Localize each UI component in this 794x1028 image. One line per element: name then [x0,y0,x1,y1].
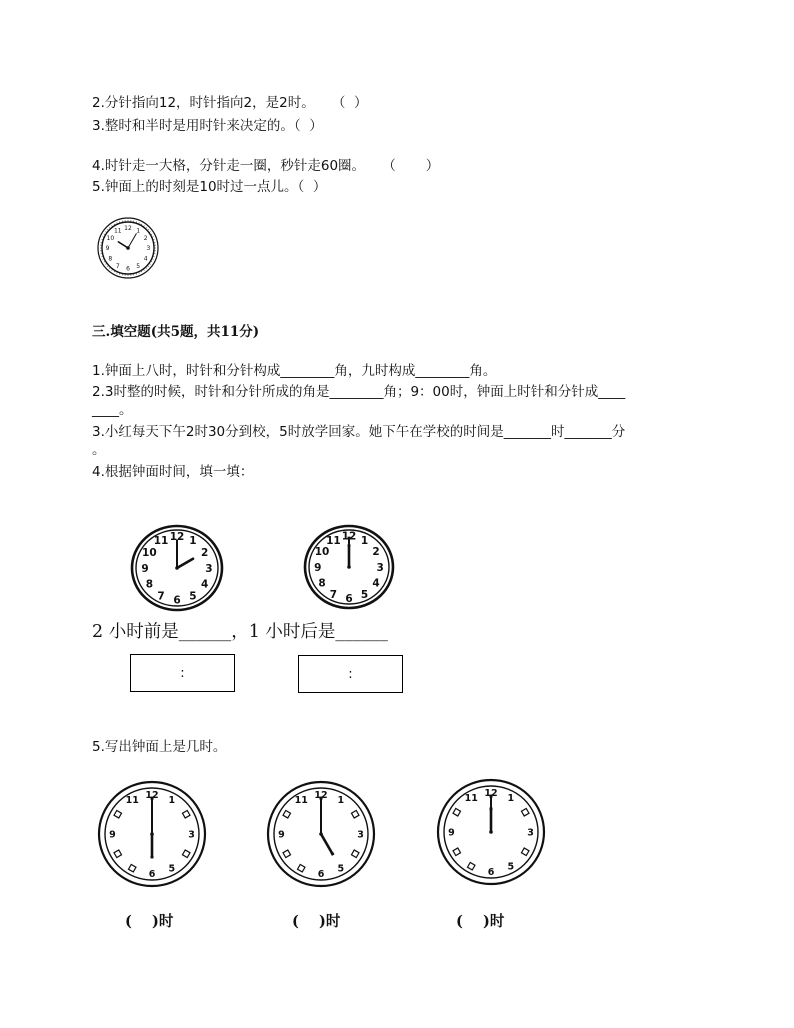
hour-numeral: 5 [507,861,515,873]
hour-numeral: 8 [108,255,113,263]
hour-numeral: 2 [143,234,148,242]
hour-numeral: 6 [317,868,325,880]
hour-numeral: 4 [200,578,209,591]
hour-numeral: 12 [314,789,328,801]
hour-numeral: 8 [145,578,154,591]
fill-q2-line1: 2.3时整的时候，时针和分针所成的角是________角；9：00时，钟面上时针和分针成____ [92,384,626,400]
hour-numeral: 6 [487,866,495,878]
clock-center [175,566,179,570]
clock-center [489,830,493,834]
hour-numeral: 10 [314,546,330,559]
hour-numeral: 3 [376,561,384,574]
hour-numeral: 6 [345,592,353,605]
hour-numeral: 5 [168,863,176,875]
hour-numeral: 4 [143,255,148,263]
judgement-q5: 5.钟面上的时刻是10时过一点儿。（ ） [92,179,327,195]
hour-numeral: 6 [148,868,156,880]
hour-numeral: 11 [464,793,478,805]
clock-center [319,832,323,836]
answer-blank-1[interactable]: ( )时 [125,913,174,930]
answer-box-before[interactable] [130,654,235,692]
fill-q4: 4.根据钟面时间，填一填： [92,464,254,480]
hour-numeral: 1 [507,793,515,805]
hour-hand-tip [332,853,333,855]
hour-numeral: 8 [318,577,326,590]
q5-clock-1 [97,780,207,888]
hour-numeral: 2 [372,546,380,559]
hour-numeral: 6 [126,265,130,273]
hour-numeral: 7 [157,590,165,603]
small-clock-image [96,216,160,280]
hour-numeral: 6 [173,594,181,607]
judgement-q2: 2.分针指向12，时针指向2，是2时。 （ ） [92,95,368,111]
hour-numeral: 3 [188,829,195,841]
hour-numeral: 7 [329,588,338,601]
hour-numeral: 12 [145,789,159,801]
hour-numeral: 12 [169,530,185,543]
hour-numeral: 1 [189,535,197,548]
section-heading: 三.填空题(共5题，共11分) [92,324,260,340]
hour-numeral: 9 [109,829,116,841]
answer-box-after[interactable] [298,655,403,693]
clock-center [150,832,154,836]
hour-numeral: 5 [360,588,369,601]
fill-q3-line2: 。 [92,442,106,458]
hour-numeral: 9 [141,562,149,575]
box-colon: : [180,665,185,681]
judgement-q4: 4.时针走一大格，分针走一圈，秒针走60圈。 （ ） [92,158,440,174]
hour-numeral: 9 [448,827,455,839]
fill-q1: 1.钟面上八时，时针和分针构成________角，九时构成________角。 [92,363,497,379]
hour-numeral: 9 [314,561,322,574]
hour-numeral: 3 [146,245,151,253]
clock-center [347,565,351,569]
box-colon: : [348,666,353,682]
hour-numeral: 10 [106,234,115,242]
hour-numeral: 12 [124,224,132,232]
hour-numeral: 5 [136,262,141,270]
judgement-q3: 3.整时和半时是用时针来决定的。（ ） [92,118,323,134]
hour-numeral: 1 [337,795,345,807]
hour-numeral: 1 [168,795,176,807]
hour-numeral: 11 [294,795,308,807]
hour-numeral: 9 [105,245,110,253]
q5-clock-3 [436,778,546,886]
answer-blank-2[interactable]: ( )时 [292,913,341,930]
hour-numeral: 9 [278,829,285,841]
hour-numeral: 3 [357,829,364,841]
hour-numeral: 5 [337,863,345,875]
hour-numeral: 12 [484,787,498,799]
hour-numeral: 4 [372,577,380,590]
fill-q2-line2: ____。 [92,402,133,418]
clock-center [126,246,130,250]
hour-numeral: 12 [341,530,357,543]
hour-numeral: 3 [205,562,213,575]
q4-prompt: 2 小时前是______，1 小时后是______ [92,622,388,642]
fill-q5: 5.写出钟面上是几时。 [92,739,227,755]
hour-numeral: 11 [153,535,169,548]
hour-numeral: 11 [113,227,122,235]
q5-clock-2 [266,780,376,888]
answer-blank-3[interactable]: ( )时 [456,913,505,930]
q4-clock-2 [303,524,395,610]
hour-numeral: 1 [360,534,369,547]
hour-numeral: 10 [142,546,157,559]
fill-q3-line1: 3.小红每天下午2时30分到校，5时放学回家。她下午在学校的时间是_______时_______分 [92,424,626,440]
hour-numeral: 5 [189,590,197,603]
hour-numeral: 3 [527,827,534,839]
hour-numeral: 7 [115,262,120,270]
hour-numeral: 1 [136,227,141,235]
hour-numeral: 11 [125,795,139,807]
hour-numeral: 2 [200,546,209,559]
hour-numeral: 11 [326,534,341,547]
q4-clock-1 [130,524,224,612]
